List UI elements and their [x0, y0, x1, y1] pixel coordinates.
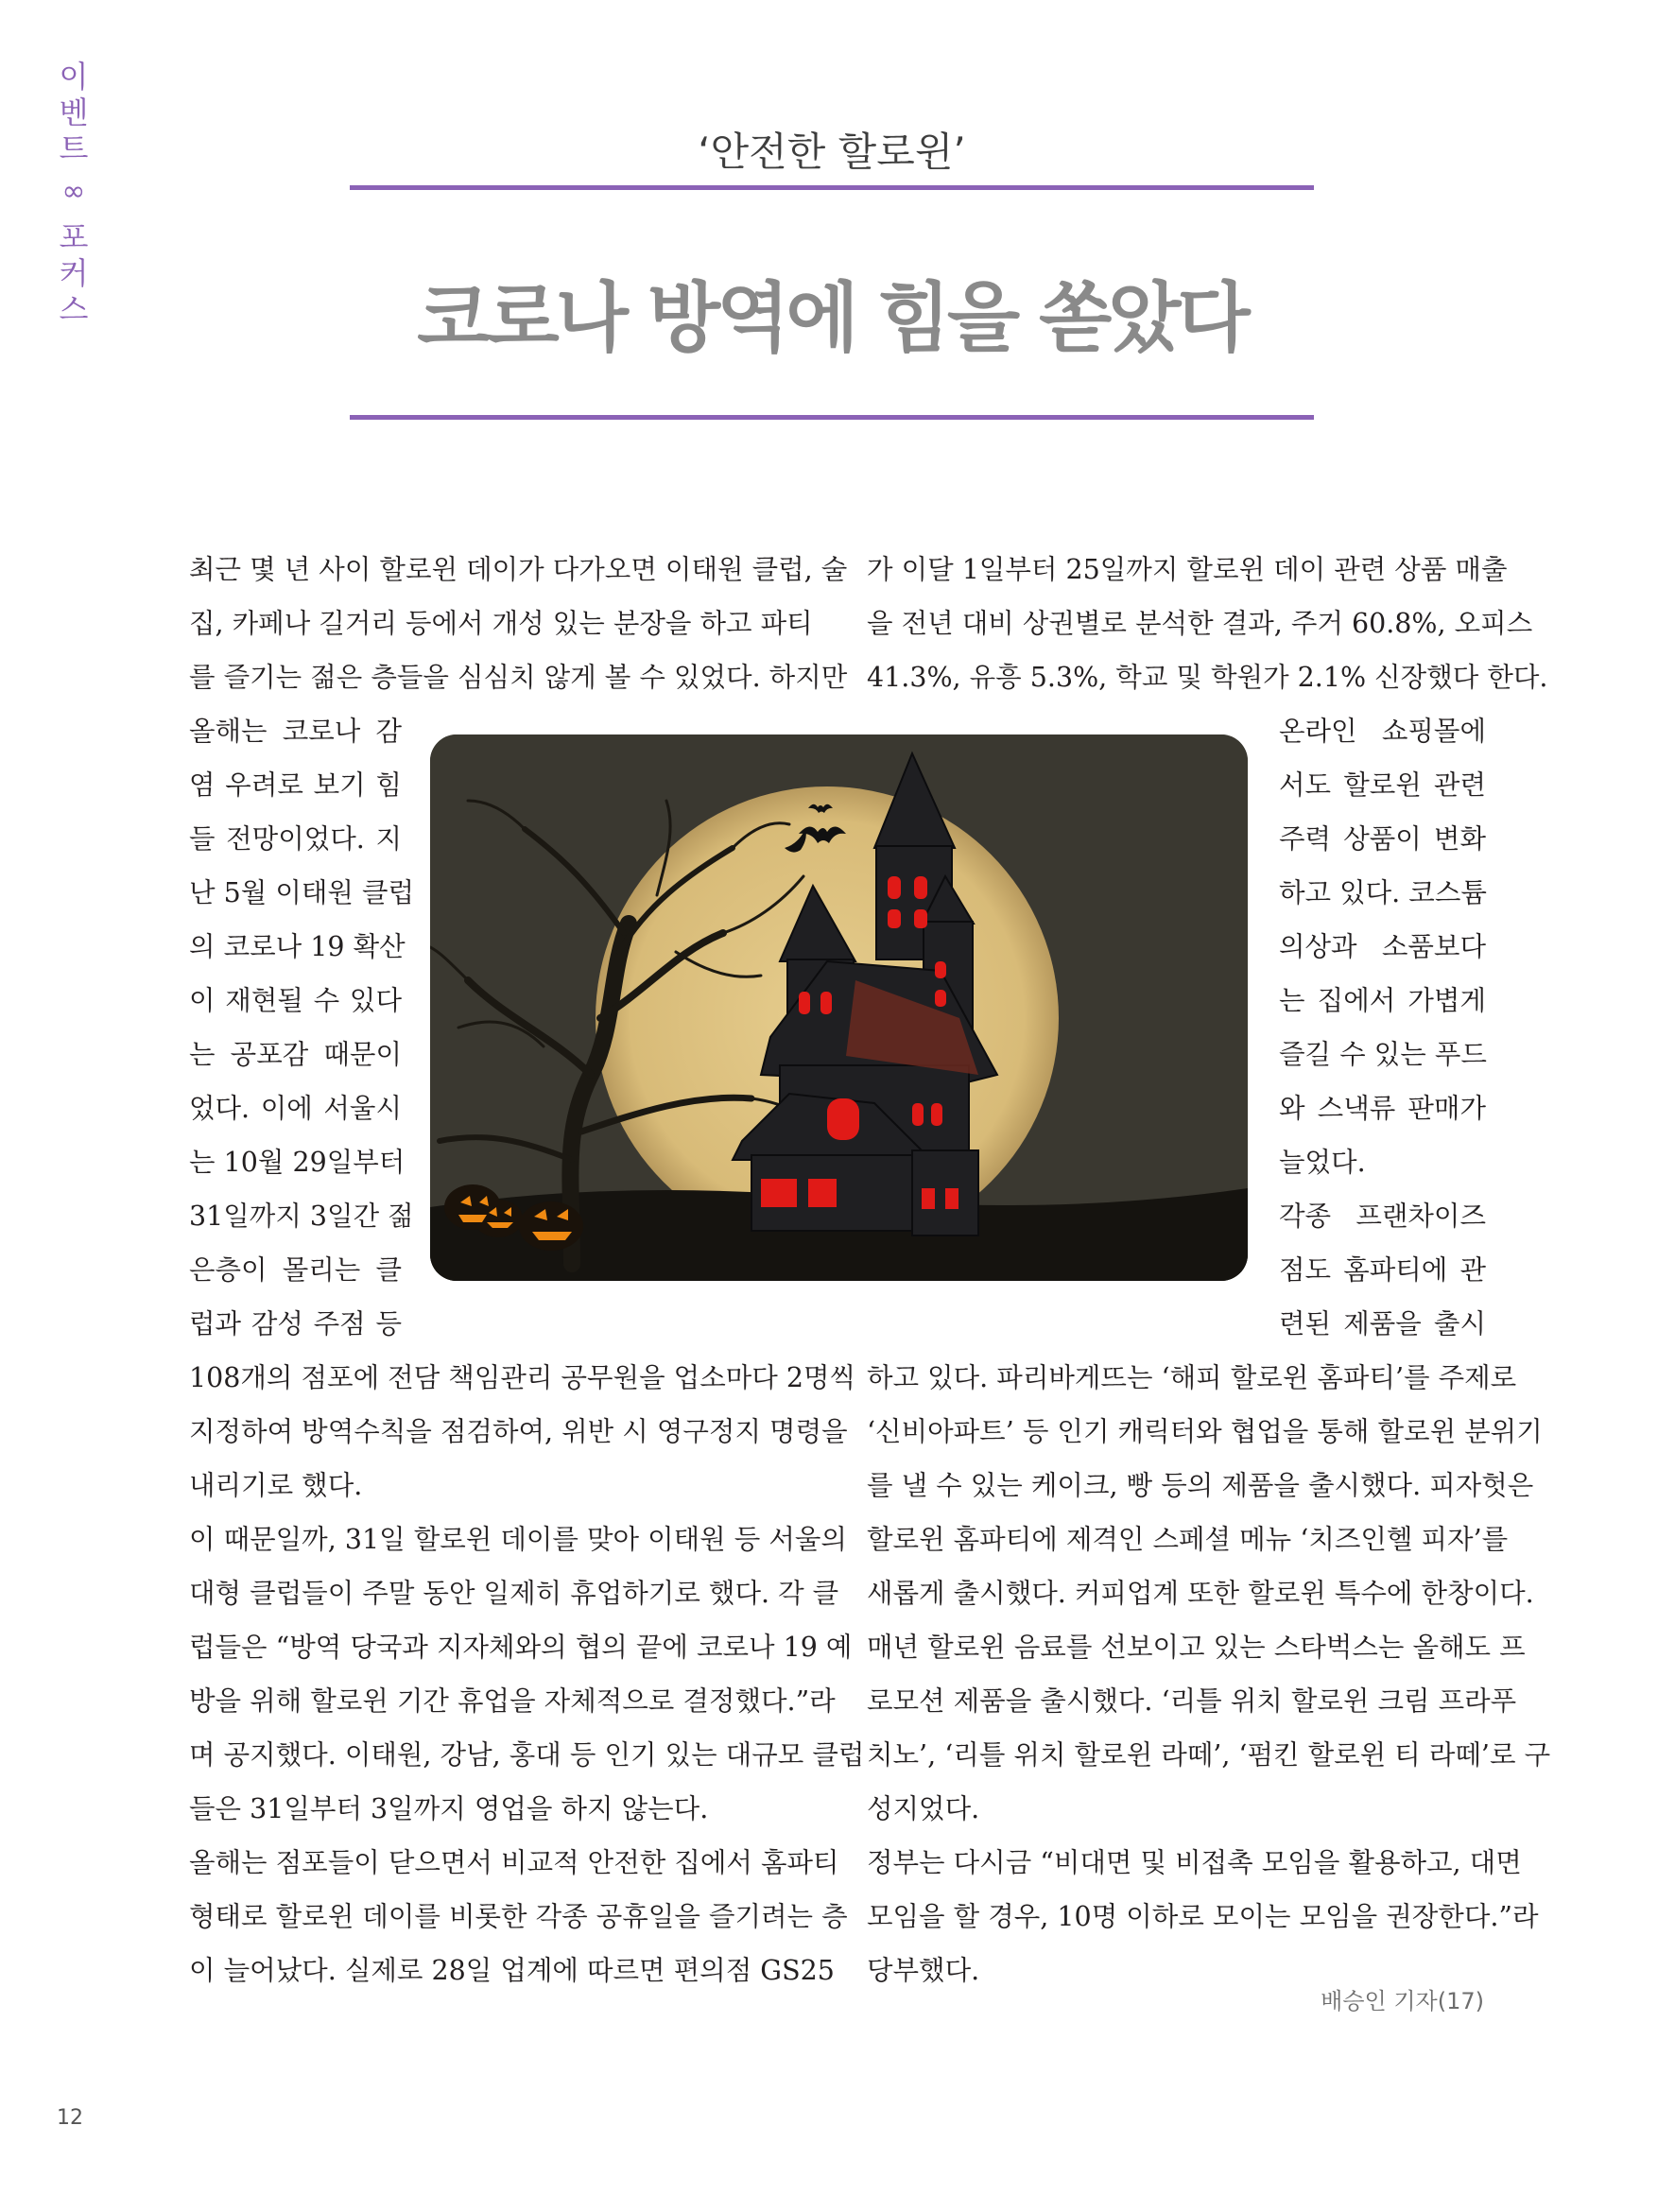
text-line: 점도 홈파티에 관: [1279, 1254, 1486, 1286]
text-line: 올해는 점포들이 닫으면서 비교적 안전한 집에서 홈파티: [189, 1847, 839, 1878]
text-line: 새롭게 출시했다. 커피업계 또한 할로윈 특수에 한창이다.: [867, 1578, 1534, 1609]
text-line: 이 늘어났다. 실제로 28일 업계에 따르면 편의점 GS25: [189, 1955, 835, 1986]
text-line: 가 이달 1일부터 25일까지 할로윈 데이 관련 상품 매출: [867, 554, 1508, 585]
section-char: 이: [59, 59, 89, 95]
text-line: 럽과 감성 주점 등: [189, 1308, 402, 1339]
text-line: 었다. 이에 서울시: [189, 1093, 402, 1124]
text-line: 41.3%, 유흥 5.3%, 학교 및 학원가 2.1% 신장했다 한다.: [867, 662, 1548, 693]
text-line: 최근 몇 년 사이 할로윈 데이가 다가오면 이태원 클럽, 술: [189, 554, 848, 585]
text-line: 는 공포감 때문이: [189, 1039, 402, 1070]
section-char: 커: [59, 255, 89, 291]
text-line: 이 재현될 수 있다: [189, 985, 402, 1016]
text-line: 즐길 수 있는 푸드: [1279, 1039, 1487, 1070]
text-line: 각종 프랜차이즈: [1279, 1201, 1486, 1232]
section-char: ∞: [61, 175, 86, 208]
text-line: 매년 할로윈 음료를 선보이고 있는 스타벅스는 올해도 프: [867, 1632, 1526, 1663]
text-line: 를 즐기는 젊은 층들을 심심치 않게 볼 수 있었다. 하지만: [189, 662, 848, 693]
text-line: ‘신비아파트’ 등 인기 캐릭터와 협업을 통해 할로윈 분위기: [867, 1416, 1543, 1447]
text-line: 이 때문일까, 31일 할로윈 데이를 맞아 이태원 등 서울의: [189, 1524, 847, 1555]
text-line: 치노’, ‘리틀 위치 할로윈 라떼’, ‘펌킨 할로윈 티 라떼’로 구: [867, 1739, 1551, 1771]
byline: 배승인 기자(17): [1321, 1988, 1484, 2014]
bottom-divider: [350, 415, 1314, 420]
section-char: 벤: [59, 95, 89, 130]
article-title: 코로나 방역에 힘을 쏟았다: [417, 274, 1247, 362]
text-line: 서도 할로윈 관련: [1279, 769, 1486, 801]
text-line: 당부했다.: [867, 1955, 980, 1986]
top-divider: [350, 185, 1314, 190]
text-line: 온라인 쇼핑몰에: [1279, 716, 1486, 747]
text-line: 럽들은 “방역 당국과 지자체와의 협의 끝에 코로나 19 예: [189, 1632, 853, 1663]
text-line: 며 공지했다. 이태원, 강남, 홍대 등 인기 있는 대규모 클럽: [189, 1739, 865, 1771]
text-line: 성지었다.: [867, 1793, 980, 1824]
text-line: 지정하여 방역수칙을 점검하여, 위반 시 영구정지 명령을: [189, 1416, 848, 1447]
article-subtitle: ‘안전한 할로윈’: [698, 129, 966, 175]
page-number: 12: [57, 2106, 83, 2130]
text-line: 난 5월 이태원 클럽: [189, 877, 415, 908]
text-line: 정부는 다시금 “비대면 및 비접촉 모임을 활용하고, 대면: [867, 1847, 1522, 1878]
text-line: 는 10월 29일부터: [189, 1147, 406, 1178]
text-line: 는 집에서 가볍게: [1279, 985, 1486, 1016]
section-char: 스: [59, 291, 89, 327]
text-line: 형태로 할로윈 데이를 비롯한 각종 공휴일을 즐기려는 층: [189, 1901, 848, 1932]
section-char: 트: [59, 130, 89, 166]
text-line: 와 스낵류 판매가: [1279, 1093, 1486, 1124]
text-line: 할로윈 홈파티에 제격인 스페셜 메뉴 ‘치즈인헬 피자’를: [867, 1524, 1509, 1555]
text-line: 집, 카페나 길거리 등에서 개성 있는 분장을 하고 파티: [189, 608, 813, 639]
text-line: 로모션 제품을 출시했다. ‘리틀 위치 할로윈 크림 프라푸: [867, 1685, 1517, 1717]
text-line: 주력 상품이 변화: [1279, 823, 1486, 855]
text-line: 염 우려로 보기 힘: [189, 769, 402, 801]
text-line: 모임을 할 경우, 10명 이하로 모이는 모임을 권장한다.”라: [867, 1901, 1539, 1932]
text-line: 방을 위해 할로윈 기간 휴업을 자체적으로 결정했다.”라: [189, 1685, 836, 1717]
text-line: 대형 클럽들이 주말 동안 일제히 휴업하기로 했다. 각 클: [189, 1578, 839, 1609]
halloween-illustration: [430, 734, 1248, 1281]
text-line: 들은 31일부터 3일까지 영업을 하지 않는다.: [189, 1793, 709, 1824]
section-char: 포: [59, 219, 89, 255]
text-line: 를 낼 수 있는 케이크, 빵 등의 제품을 출시했다. 피자헛은: [867, 1470, 1534, 1501]
text-line: 내리기로 했다.: [189, 1470, 363, 1501]
text-line: 하고 있다. 파리바게뜨는 ‘해피 할로윈 홈파티’를 주제로: [867, 1362, 1517, 1393]
text-line: 하고 있다. 코스튬: [1279, 877, 1487, 908]
section-label: [55, 59, 93, 327]
text-line: 올해는 코로나 감: [189, 716, 402, 747]
haunted-house-icon: [430, 734, 1248, 1281]
text-line: 은층이 몰리는 클: [189, 1254, 402, 1286]
text-line: 의 코로나 19 확산: [189, 931, 406, 962]
text-line: 31일까지 3일간 젊: [189, 1201, 414, 1232]
text-line: 들 전망이었다. 지: [189, 823, 402, 855]
text-line: 늘었다.: [1279, 1147, 1366, 1178]
text-line: 의상과 소품보다: [1279, 931, 1486, 962]
text-line: 을 전년 대비 상권별로 분석한 결과, 주거 60.8%, 오피스: [867, 608, 1533, 639]
text-line: 108개의 점포에 전담 책임관리 공무원을 업소마다 2명씩: [189, 1362, 856, 1393]
text-line: 련된 제품을 출시: [1279, 1308, 1486, 1339]
